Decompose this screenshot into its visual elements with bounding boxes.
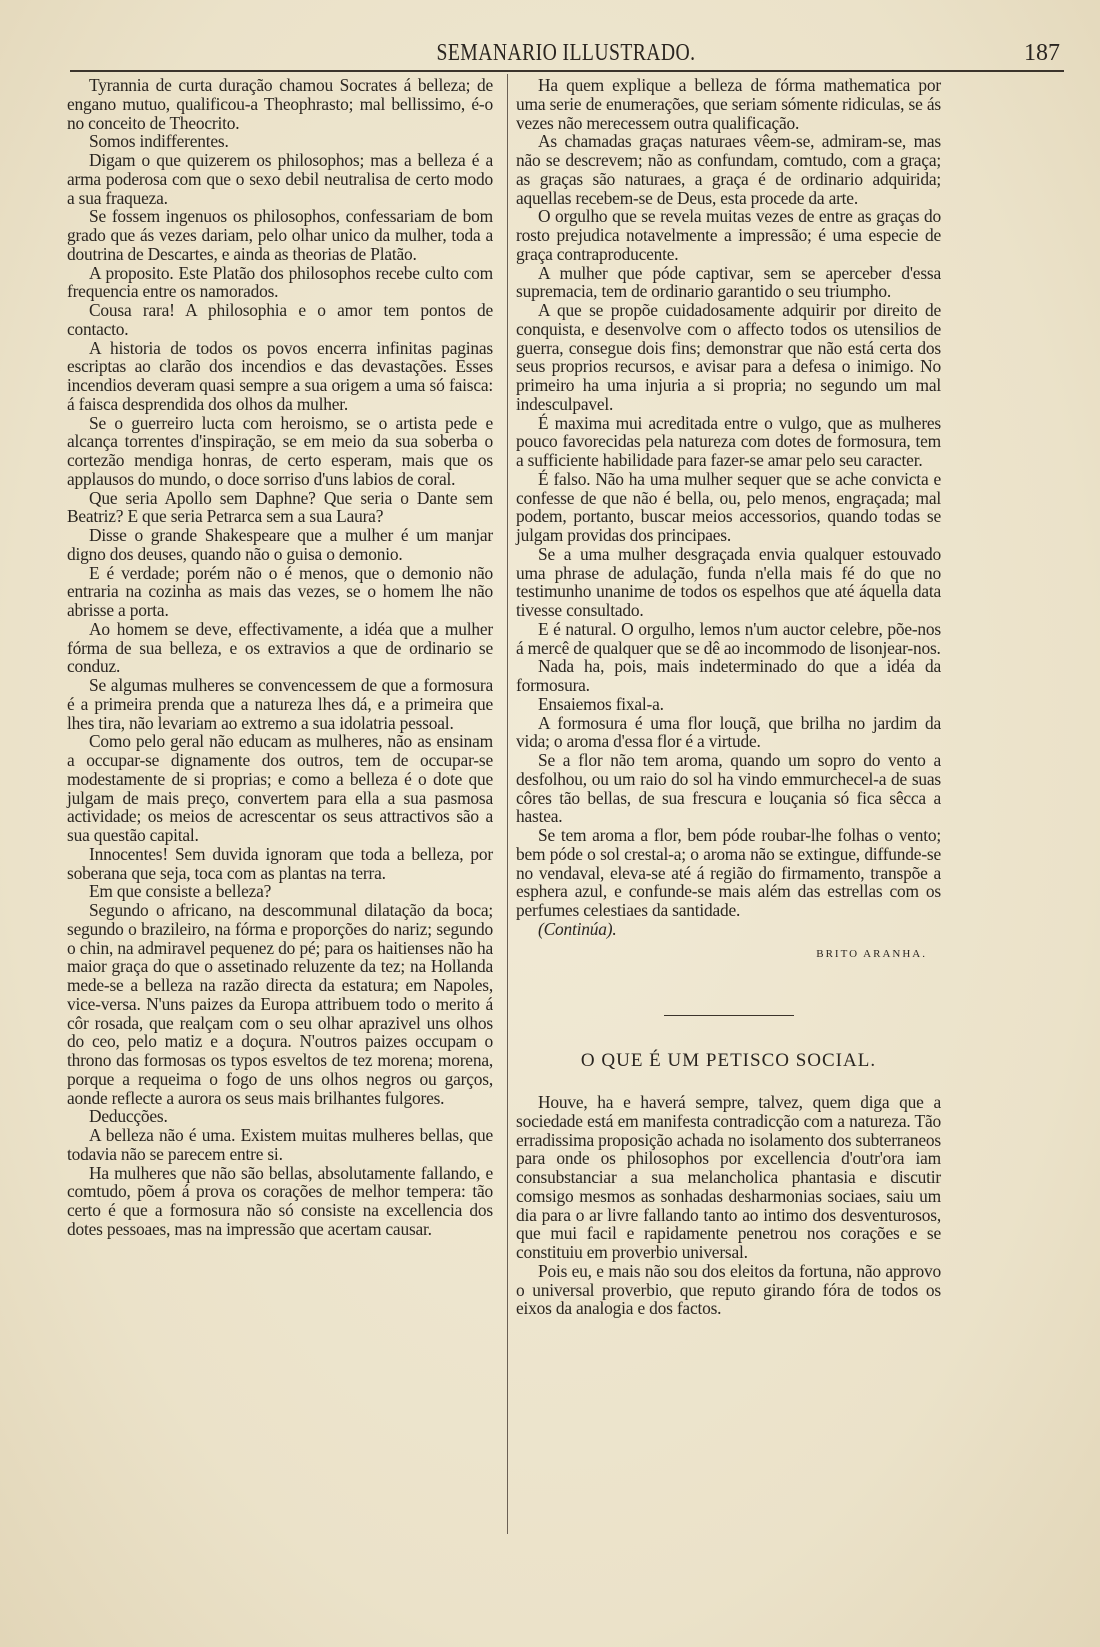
running-title: SEMANARIO ILLUSTRADO.	[436, 40, 696, 66]
paragraph: É falso. Não ha uma mulher sequer que se ache convicta e confesse de que não é bella, ou, pelo menos, engraçada; mal podem, portanto, buscar meios accessorios, quando todas se julgam providas dos principaes.	[516, 468, 941, 545]
paragraph: Innocentes! Sem duvida ignoram que toda a belleza, por soberana que seja, toca com as plantas na terra.	[67, 843, 493, 883]
paragraph: Em que consiste a belleza?	[89, 881, 272, 902]
paragraph: Segundo o africano, na descommunal dilatação da boca; segundo o brazileiro, na fórma e proporções do nariz; segundo o chin, na admiravel pequenez do pé; para os haitienses não ha maior graça do que o assetinado reluzente da tez; na Hollanda mede-se a belleza na razão directa da estatura; em Napoles, vice-versa. N'uns paizes da Europa attribuem todo o merito á côr rosada, que realçam com o seu olhar aprazivel uns olhos do ceo, pelo matiz e a doçura. N'outros paizes occupam o throno das formosas os typos esveltos de tez morena; morena, porque a requeima o fogo de uns olhos negros ou garços, aonde reflecte a aurora os seus mais brilhantes fulgores.	[67, 900, 493, 1108]
paragraph: Somos indifferentes.	[89, 131, 229, 152]
section-rule	[664, 1015, 794, 1016]
paragraph: Ha mulheres que não são bellas, absolutamente fallando, e comtudo, põem á prova os corações de melhor tempera: tão certo é que a formosura não só consiste na excellencia dos dotes pessoaes, mas na impressão que acertam causar.	[67, 1162, 493, 1239]
left-column	[67, 76, 493, 1239]
paragraph: A historia de todos os povos encerra infinitas paginas escriptas ao clarão dos incendios e das devastações. Esses incendios deveram quasi sempre a sua origem a uma só faisca: á faisca desprendida dos olhos da mulher.	[67, 337, 493, 414]
paragraph: Ha quem explique a belleza de fórma mathematica por uma serie de enumerações, que seriam sómente ridiculas, se ás vezes não merecessem outra qualificação.	[516, 75, 941, 133]
header-rule	[70, 70, 1064, 72]
paragraph: É maxima mui acreditada entre o vulgo, que as mulheres pouco favorecidas pela natureza com dotes de formosura, tem a sufficiente habilidade para fazer-se amar pelo seu caracter.	[516, 412, 941, 470]
paragraph: O orgulho que se revela muitas vezes de entre as graças do rosto prejudica notavelmente a impressão; é uma especie de graça contraproducente.	[516, 206, 941, 264]
paragraph: Ensaiemos fixal-a.	[538, 693, 664, 714]
paragraph: Se tem aroma a flor, bem póde roubar-lhe folhas o vento; bem póde o sol crestal-a; o aroma não se extingue, diffunde-se no vendaval, eleva-se até á região do firmamento, transpõe a esphera azul, e confunde-se mais além das estrellas com os perfumes celestiaes da santidade.	[516, 825, 941, 920]
paragraph: As chamadas graças naturaes vêem-se, admiram-se, mas não se descrevem; não as confundam, comtudo, com a graça; as graças são naturaes, a graça é de ordinario adquirida; aquellas recebem-se de Deus, esta procede da arte.	[516, 131, 941, 208]
paragraph: Cousa rara! A philosophia e o amor tem pontos de contacto.	[67, 300, 493, 339]
paragraph: Digam o que quizerem os philosophos; mas a belleza é a arma poderosa com que o sexo debil neutralisa de certo modo a sua fraqueza.	[67, 150, 493, 208]
page-number: 187	[1024, 40, 1060, 66]
paragraph: Se o guerreiro lucta com heroismo, se o artista pede e alcança torrentes d'inspiração, se em meio da sua soberba o cortezão mendiga honras, de certo esperam, mais que os applausos do mundo, o doce sorriso d'uns labios de coral.	[67, 412, 493, 489]
paragraph: E é verdade; porém não o é menos, que o demonio não entraria na cozinha as mais das vezes, se o homem lhe não abrisse a porta.	[67, 562, 493, 620]
paragraph: Como pelo geral não educam as mulheres, não as ensinam a occupar-se dignamente dos outros, tem de occupar-se modestamente de si proprias; e como a belleza é o dote que julgam de mais preço, convertem para ella a sua pasmosa actividade; os meios de acrescentar os seus attractivos são a sua questão capital.	[67, 731, 493, 845]
paragraph: Pois eu, e mais não sou dos eleitos da fortuna, não approvo o universal proverbio, que reputo girando fóra de todos os eixos da analogia e dos factos.	[516, 1260, 941, 1319]
paragraph: A que se propõe cuidadosamente adquirir por direito de conquista, e desenvolve com o affecto todos os utensilios de guerra, consegue dois fins; demonstrar que não está certa dos seus proprios recursos, e avisar para a defesa o inimigo. No primeiro ha uma injuria a si propria; no segundo um mal indesculpavel.	[516, 300, 941, 414]
paragraph: Ao homem se deve, effectivamente, a idéa que a mulher fórma de sua belleza, e os extravios a que de ordinario se conduz.	[67, 618, 493, 677]
paragraph: Se a flor não tem aroma, quando um sopro do vento a desfolhou, ou um raio do sol ha vindo emmurchecel-a de suas côres tão bellas, de sua frescura e louçania só fica sêcca a hastea.	[516, 750, 941, 827]
right-column	[516, 76, 941, 1318]
paragraph: A proposito. Este Platão dos philosophos recebe culto com frequencia entre os namorados.	[67, 262, 493, 302]
paragraph: E é natural. O orgulho, lemos n'um auctor celebre, põe-nos á mercê de qualquer que se dê ao incommodo de lisonjear-nos.	[516, 618, 941, 658]
paragraph: A formosura é uma flor louçã, que brilha no jardim da vida; o aroma d'essa flor é a virtude.	[516, 712, 941, 752]
paragraph: Houve, ha e haverá sempre, talvez, quem diga que a sociedade está em manifesta contradicção com a natureza. Tão erradissima proposição achada no isolamento dos subterraneos para onde os philosophos por excellencia d'outr'ora iam consubstanciar a sua melancholica phantasia e discutir comsigo mesmos as sonhadas desharmonias sociaes, saiu um dia para o ar livre fallando tanto ao intimo dos desventurosos, que mui facil e rapidamente penetrou nos corações e se constituiu em proverbio universal.	[516, 1092, 941, 1262]
paragraph: Se a uma mulher desgraçada envia qualquer estouvado uma phrase de adulação, funda n'ella mais fé do que no testimunho unanime de todos os espelhos que até áquella data tivesse consultado.	[516, 543, 941, 620]
section-title: O QUE É UM PETISCO SOCIAL.	[580, 1050, 877, 1072]
continua-note: (Continúa).	[538, 918, 617, 939]
paragraph: A belleza não é uma. Existem muitas mulheres bellas, que todavia não se parecem entre si.	[67, 1125, 493, 1164]
paragraph: Se algumas mulheres se convencessem de que a formosura é a primeira prenda que a natureza lhes dá, e a primeira que lhes tira, não levariam ao extremo a sua idolatria pessoal.	[67, 675, 493, 733]
author-signature: BRITO ARANHA.	[816, 947, 927, 960]
paragraph: Disse o grande Shakespeare que a mulher é um manjar digno dos deuses, quando não o guisa o demonio.	[67, 525, 493, 564]
page-header	[70, 36, 1062, 72]
paragraph: Tyrannia de curta duração chamou Socrates á belleza; de engano mutuo, qualificou-a Theophrasto; mal bellissimo, é-o no conceito de Theocrito.	[67, 75, 493, 133]
paragraph: Deducções.	[89, 1106, 168, 1127]
paragraph: Nada ha, pois, mais indeterminado do que a idéa da formosura.	[516, 656, 941, 695]
column-divider	[507, 74, 508, 1534]
paragraph: Que seria Apollo sem Daphne? Que seria o Dante sem Beatriz? E que seria Petrarca sem a sua Laura?	[67, 487, 493, 527]
paragraph: Se fossem ingenuos os philosophos, confessariam de bom grado que ás vezes dariam, pelo olhar unico da mulher, toda a doutrina de Descartes, e ainda as theorias de Platão.	[67, 206, 493, 264]
paragraph: A mulher que póde captivar, sem se aperceber d'essa supremacia, tem de ordinario garantido o seu triumpho.	[516, 262, 941, 302]
